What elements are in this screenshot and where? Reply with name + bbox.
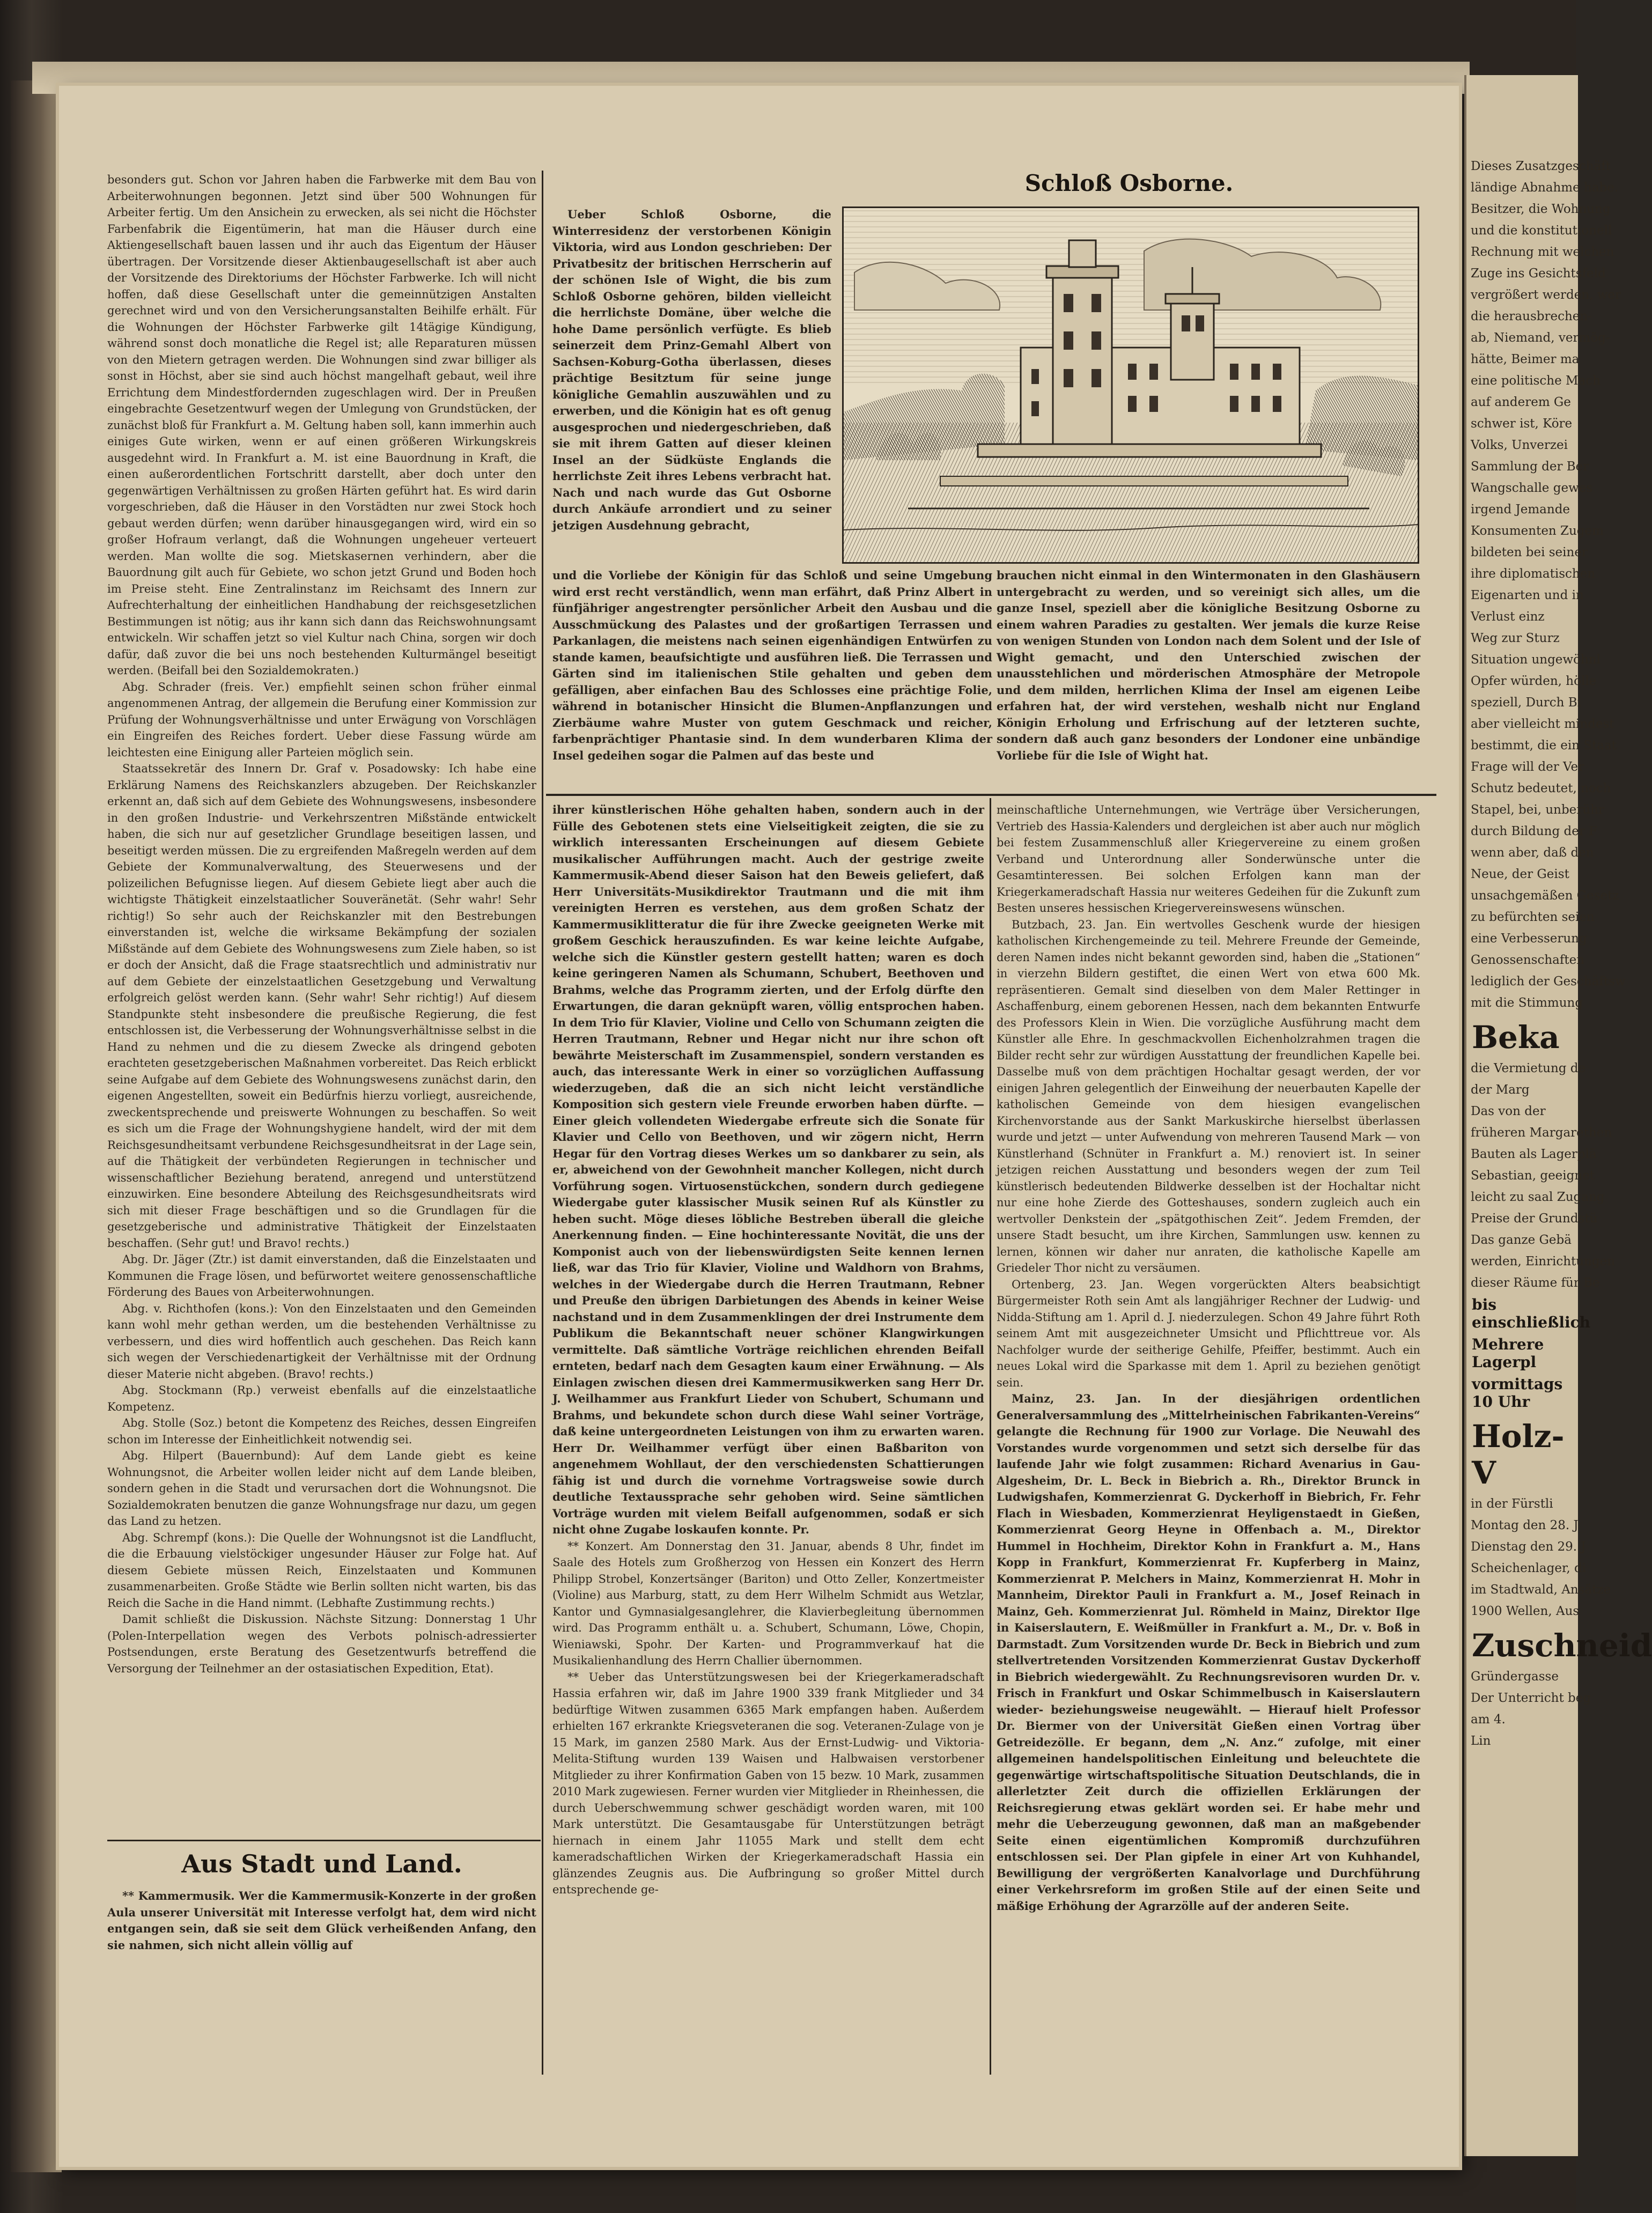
adjacent-page-line: Eigenarten und in xyxy=(1471,588,1584,602)
adjacent-page-line: hätte, Beimer ma xyxy=(1471,352,1580,366)
adjacent-page-line: eine Verbesserung xyxy=(1471,932,1587,946)
right-paragraph: Ortenberg, 23. Jan. Wegen vorgerückten Alters beabsichtigt Bürgermeister Roth sein Amt als langjähriger Rechner der Ludwig- und Nidda-Stiftung am 1. April d. J. niederzulegen. Schon 49 Jahre führt Roth seinem Amt mit ausgezeichneter Umsicht und Pflichttreue vor. Als Nachfolger wurde der seitherige Gehilfe, Pfeiffer, bestimmt. Auch ein neues Lokal wird die Sparkasse mit dem 1. April zu beziehen genötigt sein. xyxy=(997,1278,1420,1389)
local-news-heading: Aus Stadt und Land. xyxy=(181,1849,462,1878)
adjacent-page-line: aber vielleicht mindest xyxy=(1471,717,1614,731)
adjacent-page-line: Sebastian, geeignet xyxy=(1471,1169,1595,1183)
section-rule-osborne xyxy=(546,794,1436,796)
adjacent-page-line: die herausbrechen- xyxy=(1471,309,1592,323)
left-paragraph: Abg. Stolle (Soz.) betont die Kompetenz des Reiches, dessen Eingreifen schon im Interesse der Einheitlichkeit notwendig sei. xyxy=(107,1417,536,1446)
adjacent-ad-heading: Zuschneid xyxy=(1472,1627,1652,1664)
right-paragraph: Butzbach, 23. Jan. Ein wertvolles Geschenk wurde der hiesigen katholischen Kirchengemeinde zu teil. Mehrere Freunde der Gemeinde, deren Namen indes nicht bekannt geworden sind, haben die „Stationen“ in vierzehn Bildern gestiftet, die einen Wert von etwa 600 Mk. repräsentieren. Gemalt sind dieselben von dem Maler Rettinger in Aschaffenburg, einem geborenen Hessen, nach dem bekannten Entwurfe des Professors Klein in Wien. Die vorzügliche Ausführung macht dem Künstler alle Ehre. In geschmackvollen Eichenholzrahmen tragen die Bilder recht sehr zur würdigen Ausstattung der freundlichen Kapelle bei. Dasselbe muß von dem prächtigen Hochaltar gesagt werden, der vor einigen Jahren gelegentlich der Einweihung der neuerbauten Kapelle der katholischen Gemeinde von dem hiesigen evangelischen Kirchenvorstande aus der Sankt Markuskirche hierselbst überlassen wurde und jetzt — unter Aufwendung von mehreren Tausend Mark — von Künstlerhand (Schnüter in Frankfurt a. M.) renoviert ist. In seiner jetzigen reichen Ausstattung und besonders wegen der zum Teil künstlerisch bedeutenden Bildwerke desselben ist der Hochaltar nicht nur eine hohe Zierde des Gotteshauses, sondern zugleich auch ein wertvoller Denkstein der „spätgothischen Zeit“. Jedem Fremden, der unsere Stadt besucht, um ihre Kirchen, Sammlungen usw. kennen zu lernen, können wir daher nur anraten, die katholische Kapelle am Griedeler Thor nicht zu versäumen. xyxy=(997,918,1420,1274)
osborne-lead-paragraph: Ueber Schloß Osborne, die Winterresidenz der verstorbenen Königin Viktoria, wird aus London geschrieben: Der Privatbesitz der britischen Herrscherin auf der schönen Isle of Wight, die bis zum Schloß Osborne gehören, bilden vielleicht die herrlichste Domäne, über welche die hohe Dame persönlich verfügte. Es blieb seinerzeit dem Prinz-Gemahl Albert von Sachsen-Koburg-Gotha überlassen, dieses prächtige Besitztum für seine junge königliche Gemahlin auszuwählen und zu erwerben, und die Königin hat es oft genug ausgesprochen und niedergeschrieben, daß sie mit ihrem Gatten auf dieser kleinen Insel an der Südküste Englands die herrlichste Zeit ihres Lebens verbracht hat. Nach und nach wurde das Gut Osborne durch Ankäufe arrondiert und zu seiner jetzigen Ausdehnung gebracht, xyxy=(552,208,831,532)
adjacent-page-line: irgend Jemande xyxy=(1471,503,1570,517)
adjacent-page-line: Dienstag den 29. J xyxy=(1471,1540,1586,1554)
adjacent-page-line: Genossenschaften xyxy=(1471,953,1585,967)
adjacent-page-line: schwer ist, Köre xyxy=(1471,417,1573,431)
right-paragraph: Mainz, 23. Jan. In der diesjährigen ordentlichen Generalversammlung des „Mittelrheinischen Fabrikanten-Vereins“ gelangte die Rechnung für 1900 zur Vorlage. Die Neuwahl des Vorstandes wurde vorgenommen und setzt sich derselbe für das laufende Jahr wie folgt zusammen: Richard Avenarius in Gau-Algesheim, Dr. L. Beck in Biebrich a. Rh., Direktor Brunck in Ludwigshafen, Kommerzienrat G. Dyckerhoff in Biebrich, Fr. Fehr Flach in Wiesbaden, Kommerzienrat Heyligenstaedt in Gießen, Kommerzienrat Georg Heyne in Offenbach a. M., Direktor Hummel in Hochheim, Direktor Kohn in Frankfurt a. M., Hans Kopp in Frankfurt, Kommerzienrat Fr. Kupferberg in Mainz, Kommerzienrat P. Melchers in Mainz, Kommerzienrat H. Mohr in Mannheim, Direktor Pauli in Frankfurt a. M., Josef Reinach in Mainz, Geh. Kommerzienrat Jul. Römheld in Mainz, Direktor Ilge in Kaiserslautern, E. Weißmüller in Frankfurt a. M., Dr. v. Boß in Darmstadt. Zum Vorsitzenden wurde Dr. Beck in Biebrich und zum stellvertretenden Vorsitzenden Kommerzienrat Gustav Dyckerhoff in Biebrich wiedergewählt. Zu Rechnungsrevisoren wurden Dr. v. Frisch in Frankfurt und Oskar Schimmelbusch in Kaiserslautern wieder- beziehungsweise neugewählt. — Hierauf hielt Professor Dr. Biermer von der Universität Gießen einen Vortrag über Getreidezölle. Er begann, dem „N. Anz.“ zufolge, mit einer allgemeinen handelspolitischen Einleitung und beleuchtete die gegenwärtige wirtschaftspolitische Situation Deutschlands, die in allerletzter Zeit durch die offiziellen Erklärungen der Reichsregierung etwas geklärt worden sei. Er habe mehr und mehr die Ueberzeugung gewonnen, daß man an maßgebender Seite einen eigentümlichen Kompromiß durchzuführen entschlossen sei. Der Plan gipfele in einer Art von Kuhhandel, Bewilligung der vergrößerten Kanalvorlage und Durchführung einer Verkehrsreform im großen Stile auf der einen Seite und mäßige Erhöhung der Agrarzölle auf der anderen Seite. xyxy=(997,1392,1420,1913)
adjacent-page-top-text xyxy=(1466,75,1621,606)
osborne-wide-column xyxy=(552,567,992,792)
section-rule-local xyxy=(107,1840,541,1841)
osborne-castle-illustration xyxy=(842,206,1419,564)
left-paragraph: Abg. Hilpert (Bauernbund): Auf dem Lande giebt es keine Wohnungsnot, die Arbeiter wollen leider nicht auf dem Lande bleiben, sondern gehen in die Stadt und verursachen dort die Wohnungsnot. Die Sozialdemokraten benutzen die ganze Wohnungsfrage nur dazu, um gegen das Land zu hetzen. xyxy=(107,1449,536,1528)
adjacent-page-line: Rechnung mit welchen xyxy=(1471,245,1614,259)
left-paragraph: Abg. Dr. Jäger (Ztr.) ist damit einverstanden, daß die Einzelstaaten und Kommunen die Frage lösen, und befürwortet weitere genossenschaftliche Förderung des Baues von Arbeiterwohnungen. xyxy=(107,1253,536,1299)
adjacent-page-line: am 4. xyxy=(1471,1713,1506,1727)
adjacent-page-line: Bauten als Lagerplä xyxy=(1471,1147,1597,1161)
adjacent-page-line: Montag den 28. J xyxy=(1471,1518,1579,1532)
left-paragraph: Abg. Schrader (freis. Ver.) empfiehlt seinen schon früher einmal angenommenen Antrag, der allgemein die Berufung einer Kommission zur Prüfung der Wohnungsverhältnisse und unter Erwägung von Vorschlägen ein Eingreifen des Reiches fordert. Ueber diese Fassung würde am leichtesten eine Einigung aller Parteien möglich sein. xyxy=(107,680,536,759)
left-paragraph: Abg. Stockmann (Rp.) verweist ebenfalls auf die einzelstaatliche Kompetenz. xyxy=(107,1384,536,1413)
adjacent-page-line: ab, Niemand, vermög- xyxy=(1471,331,1610,345)
local-news-paragraph: ** Kammermusik. Wer die Kammermusik-Konzerte in der großen Aula unserer Universität mit Interesse verfolgt hat, dem wird nicht entgangen sein, daß sie seit dem Glück verheißenden Anfang, den sie nahmen, sich nicht allein völlig auf xyxy=(107,1889,536,1952)
adjacent-page-line: der Marg xyxy=(1471,1083,1530,1097)
adjacent-page-line: wenn aber, daß den xyxy=(1471,846,1594,860)
adjacent-page-line: Wangschalle gewes xyxy=(1471,481,1593,495)
adjacent-page-line: Zuge ins Gesichtsfeld xyxy=(1471,267,1606,281)
middle-paragraph: ihrer künstlerischen Höhe gehalten haben, sondern auch in der Fülle des Gebotenen stets eine Vielseitigkeit zeigten, die sie zu wirklich interessanten Erscheinungen auf diesem Gebiete musikalischer Aufführungen macht. Auch der gestrige zweite Kammermusik-Abend dieser Saison hat den Beweis geliefert, daß Herr Universitäts-Musikdirektor Trautmann und die mit ihm vereinigten Herren es verstehen, aus dem großen Schatz der Kammermusiklitteratur die für ihre Zwecke geeigneten Werke mit großem Geschick herauszufinden. Es war keine leichte Aufgabe, welche sich die Künstler gestern gestellt hatten; waren es doch keine geringeren Namen als Schumann, Schubert, Beethoven und Brahms, welche das Programm zierten, und der Erfolg dürfte den Erwartungen, die daran geknüpft waren, völlig entsprochen haben. In dem Trio für Klavier, Violine und Cello von Schumann zeigten die Herren Trautmann, Rebner und Hegar nicht nur ihre schon oft bewährte Meisterschaft im Zusammenspiel, sondern verstanden es auch, das interessante Werk in einer so vorzüglichen Auffassung wiederzugeben, daß die an sich nicht leicht verständliche Komposition sich gestern viele Freunde erworben haben dürfte. — Einer gleich vollendeten Wiedergabe erfreute sich die Sonate für Klavier und Cello von Beethoven, und wir zögern nicht, Herrn Hegar für den Vortrag dieses Werkes um so dankbarer zu sein, als er, abweichend von der Gewohnheit mancher Kollegen, nicht durch Vorführung sogen. Virtuosenstückchen, sondern durch gediegene Wiedergabe guter klassischer Musik seinen Ruf als Künstler zu heben sucht. Möge dieses löbliche Bestreben überall die gleiche Anerkennung finden. — Eine hochinteressante Novität, die uns der Komponist auch von der liebenswürdigsten Seite kennen lernen ließ, war das Trio für Klavier, Violine und Waldhorn von Brahms, welches in der Wiedergabe durch die Herren Trautmann, Rebner und Preuße den übrigen Darbietungen des Abends in keiner Weise nachstand und in dem Zusammenklingen der drei Instrumente dem Publikum die Bekanntschaft neuer schöner Klangwirkungen vermittelte. Daß sämtliche Vorträge reichlichen ehrenden Beifall ernteten, bedarf nach dem Gesagten kaum einer Erwähnung. — Als Einlagen zwischen diesen drei Kammermusikwerken sang Herr Dr. J. Weilhammer aus Frankfurt Lieder von Schubert, Schumann und Brahms, und bekundete schon durch diese Wahl seiner Vorträge, daß keine untergeordneten Leistungen von ihm zu erwarten waren. Herr Dr. Weilhammer verfügt über einen Baßbariton von angenehmem Wohllaut, der den verschiedensten Schattierungen fähig ist und durch die vornehme Vortragsweise sowie durch deutliche Textaussprache sehr gehoben wird. Seine sämtlichen Vorträge wurden mit vielem Beifall aufgenommen, sodaß er sich nicht ohne Zugabe loskaufen konnte. Pr. xyxy=(552,803,984,1536)
castle-engraving-image xyxy=(844,208,1418,562)
adjacent-page-line: bestimmt, die ein Staat xyxy=(1471,739,1617,753)
middle-paragraph: ** Konzert. Am Donnerstag den 31. Januar, abends 8 Uhr, findet im Saale des Hotels zum Großherzog von Hessen ein Konzert des Herrn Philipp Strobel, Konzertsänger (Bariton) und Otto Zeller, Konzertmeister (Violine) aus Marburg, statt, zu dem Herr Wilhelm Schmidt aus Wetzlar, Kantor und Gymnasialgesanglehrer, die Klavierbegleitung übernommen wird. Das Programm enthält u. a. Schubert, Schumann, Löwe, Chopin, Wieniawski, Spohr. Der Karten- und Programmverkauf hat die Musikalienhandlung des Herrn Challier übernommen. xyxy=(552,1539,984,1667)
adjacent-page-line: Scheichenlager, di xyxy=(1471,1561,1587,1575)
adjacent-page-line: speziell, Durch Bi xyxy=(1471,696,1582,710)
adjacent-page-line: Das von der xyxy=(1471,1104,1546,1118)
adjacent-ad-heading: Beka xyxy=(1472,1019,1560,1056)
osborne-heading: Schloß Osborne. xyxy=(1024,170,1234,196)
adjacent-page-line: mit die Stimmung xyxy=(1471,996,1583,1010)
adjacent-page-line: Dieses Zusatzgeschäft xyxy=(1471,159,1611,173)
left-paragraph: besonders gut. Schon vor Jahren haben die Farbwerke mit dem Bau von Arbeiterwohnungen begonnen. Jetzt sind über 500 Wohnungen für Arbeiter fertig. Um den Ansichein zu erwecken, als sei nicht die Höchster Farbenfabrik die Eigentümerin, hat man die Häuser durch eine Aktiengesellschaft bauen lassen und ihr auch das Eigentum der Häuser übertragen. Der Vorsitzende dieser Aktienbaugesellschaft ist aber auch der Vorsitzende des Direktoriums der Höchster Farbwerke. Ich will nicht hoffen, daß diese Gesellschaft unter die gemeinnützigen Anstalten gerechnet wird und von den Versicherungsanstalten Beihilfe erhält. Für die Wohnungen der Höchster Farbwerke gilt 14tägige Kündigung, während sonst doch monatliche die Regel ist; alle Reparaturen müssen von den Mietern getragen werden. Die Wohnungen sind zwar billiger als sonst in Höchst, aber sie sind auch höchst mangelhaft gebaut, weil ihre Errichtung dem Mindestfordernden zugeschlagen wird. Der in Preußen eingebrachte Gesetzentwurf wegen der Umlegung von Grundstücken, der zunächst bloß für Frankfurt a. M. Geltung haben soll, kann immerhin auch einiges Gute wirken, wenn er auf einen größeren Wirkungskreis ausgedehnt wird. In Frankfurt a. M. ist eine Bauordnung in Kraft, die einen außerordentlichen Fortschritt darstellt, aber doch unter den gegenwärtigen Verhältnissen zu großen Härten geführt hat. Es wird darin vorgeschrieben, daß die Häuser in den Vorstädten nur zwei Stock hoch gebaut werden dürfen; wenn darüber hinausgegangen wird, wird ein so großer Hofraum verlangt, daß die Wohnungen ungeheuer verteuert werden. Man wollte die sog. Mietskasernen verhindern, aber die Bauordnung gilt auch für Gebiete, wo schon jetzt Grund und Boden hoch im Preise steht. Eine Zentralinstanz im Reichsamt des Innern zur Aufrechterhaltung der einheitlichen Handhabung der reichsgesetzlichen Bestimmungen ist nötig; aus ihr kann sich dann das Reichswohnungsamt entwickeln. Wir schaffen jetzt so viel Kultur nach China, sorgen wir doch dafür, daß zuvor die bei uns noch bestehenden Kulturmängel beseitigt werden. (Beifall bei den Sozialdemokraten.) xyxy=(107,173,536,677)
osborne-lead-column xyxy=(552,206,831,563)
adjacent-page-line: Lin xyxy=(1471,1734,1491,1748)
osborne-right-column xyxy=(997,567,1420,792)
adjacent-page-line: Konsumenten Zugem xyxy=(1471,524,1604,538)
adjacent-ad-bold-line: vormittags 10 Uhr xyxy=(1472,1375,1563,1411)
adjacent-page-line: die Vermietung de xyxy=(1471,1061,1586,1075)
adjacent-page-line: Sammlung der Ber xyxy=(1471,460,1589,474)
adjacent-page-line: Weg zur Sturz xyxy=(1471,631,1560,645)
column-rule-left xyxy=(542,171,543,2075)
left-paragraph: Staatssekretär des Innern Dr. Graf v. Posadowsky: Ich habe eine Erklärung Namens des Reichskanzlers abzugeben. Der Reichskanzler erkennt an, daß sich auf dem Gebiete des Wohnungswesens, insbesondere in den großen Industrie- und Verkehrszentren Mißstände entwickelt haben, die sich nur auf gesetzlicher Grundlage beseitigen lassen, und beseitigt werden müssen. Die zu ergreifenden Maßregeln werden auf dem Gebiete der Kommunalverwaltung, des Steuerwesens und der polizeilichen Befugnisse liegen. Auf diesem Gebiete liegt aber auch die wichtigste Thätigkeit einzelstaatlicher Souveränetät. (Sehr wahr! Sehr richtig!) So sehr auch der Reichskanzler mit den Bestrebungen einverstanden ist, welche die wirksame Bekämpfung der sozialen Mißstände auf dem Gebiete des Wohnungswesens zum Ziele haben, so ist er doch der Ansicht, daß die Frage staatsrechtlich und administrativ nur auf dem Gebiete der einzelstaatlichen Gesetzgebung und Verwaltung erfolgreich gelöst werden kann. (Sehr wahr! Sehr richtig!) Auf diesem Standpunkte steht insbesondere die preußische Regierung, die fest entschlossen ist, die Verbesserung der Wohnungsverhältnisse selbst in die Hand zu nehmen und die zu diesem Zwecke als dringend geboten erachteten gesetzgeberischen Maßnahmen vorbereitet. Das Reich erblickt seine Aufgabe auf dem Gebiete des Wohnungswesens zunächst darin, den eigenen Angestellten, soweit ein Bedürfnis hierzu vorliegt, ausreichende, zweckentsprechende und preiswerte Wohnungen zu beschaffen. So weit es sich um die Frage der Wohnungshygiene handelt, wird der mit dem Reichsgesundheitsamt verbundene Reichsgesundheitsrat in der Lage sein, auf die Thätigkeit der verbündeten Regierungen in technischer und wissenschaftlicher Beziehung beratend, anregend und unterstützend einzuwirken. Eine besondere Abteilung des Reichsgesundheitsrats wird sich mit dieser Frage beschäftigen und so die Grundlagen für die gesetzgeberische und administrative Thätigkeit der Einzelstaaten beschaffen. (Sehr gut! und Bravo! rechts.) xyxy=(107,762,536,1250)
adjacent-page-line: Volks, Unverzei xyxy=(1471,438,1568,452)
column-rule-middle xyxy=(990,798,991,2075)
adjacent-page-line: dieser Räume für Be xyxy=(1471,1276,1600,1290)
adjacent-ad-text xyxy=(1466,1493,1611,1622)
left-paragraph: Abg. v. Richthofen (kons.): Von den Einzelstaaten und den Gemeinden kann wohl mehr gethan werden, um die bestehenden Verhältnisse zu verbessern, und dies wird hoffentlich auch geschehen. Das Reich kann sich wegen der Verschiedenartigkeit der Verhältnisse mit der Ordnung dieser Materie nicht abgeben. (Bravo! rechts.) xyxy=(107,1302,536,1381)
adjacent-page-line: Besitzer, die Wohnung xyxy=(1471,202,1611,216)
adjacent-page-line: eine politische Mach xyxy=(1471,374,1601,388)
adjacent-ad-text xyxy=(1466,1058,1616,1294)
local-news-column xyxy=(107,1888,536,2070)
adjacent-page-line: Stapel, bei, unberühr xyxy=(1471,803,1604,817)
adjacent-page-line: zu befürchten seien xyxy=(1471,910,1595,924)
adjacent-page-line: Opfer würden, hölle xyxy=(1471,674,1597,688)
osborne-right-paragraph: brauchen nicht einmal in den Wintermonaten in den Glashäusern untergebracht zu werden, und so vereinigt sich alles, um die ganze Insel, speziell aber die königliche Besitzung Osborne zu einem wahren Paradies zu gestalten. Wer jemals die kurze Reise von wenigen Stunden von London nach dem Solent und der Isle of Wight gemacht, und den Unterschied zwischen der unausstehlichen und mörderischen Atmosphäre der Metropole und dem milden, herrlichen Klima der Insel am eigenen Leibe erfahren hat, der wird verstehen, weshalb nicht nur England Königin Erholung und Erfrischung auf der letzteren suchte, sondern daß auch ganz besonders der Londoner eine unbändige Vorliebe für die Isle of Wight hat. xyxy=(997,569,1420,762)
adjacent-page-line: im Stadtwald, Ansätze xyxy=(1471,1583,1611,1597)
adjacent-page-line: Das ganze Gebä xyxy=(1471,1233,1572,1247)
left-paragraph: Damit schließt die Diskussion. Nächste Sitzung: Donnerstag 1 Uhr (Polen-Interpellation wegen des Verbots polnisch-adressierter Postsendungen, erste Beratung des Gesetzentwurfs betreffend die Versorgung der Teilnehmer an der ostasiatischen Expedition, Etat). xyxy=(107,1613,536,1675)
adjacent-page-line: vergrößert werden, wer xyxy=(1471,288,1621,302)
left-paragraph: Abg. Schrempf (kons.): Die Quelle der Wohnungsnot ist die Landflucht, die die Erbauung vielstöckiger ungesunder Häuser zur Folge hat. Auf diesem Gebiete müssen Reich, Einzelstaaten und Kommunen zusammenarbeiten. Große Städte wie Berlin sollten nicht warten, bis das Reich die Sache in die Hand nimmt. (Lebhafte Zustimmung rechts.) xyxy=(107,1531,536,1610)
adjacent-page-line: Preise der Grundstü xyxy=(1471,1212,1598,1226)
right-paragraph: meinschaftliche Unternehmungen, wie Verträge über Versicherungen, Vertrieb des Hassia-Kalenders und dergleichen ist aber auch nur möglich bei festem Zusammenschluß aller Kriegervereine zu einem großen Verband und Unterordnung aller Sonderwünsche unter die Gesamtinteressen. Bei solchen Erfolgen kann man der Kriegerkameradschaft Hassia nur weiteres Gedeihen für die Zukunft zum Besten unseres hessischen Kriegervereinswesens wünschen. xyxy=(997,803,1420,914)
adjacent-page-line: auf anderem Ge xyxy=(1471,395,1571,409)
adjacent-ad-bold-line: Mehrere Lagerpl xyxy=(1472,1336,1544,1371)
adjacent-page-line: ländige Abnahme habe. xyxy=(1471,181,1619,195)
adjacent-page-line: Frage will der Ver xyxy=(1471,760,1584,774)
adjacent-page-line: durch Bildung der F xyxy=(1471,824,1598,838)
right-column xyxy=(997,802,1420,2073)
adjacent-page-middle-text xyxy=(1466,606,1626,1014)
adjacent-page-line: Schutz bedeutet, noch xyxy=(1471,781,1611,795)
adjacent-page-line: ihre diplomatischen xyxy=(1471,567,1596,581)
adjacent-page-line: Der Unterricht beg xyxy=(1471,1691,1591,1705)
adjacent-ad-bold-line: bis einschließlich xyxy=(1472,1296,1591,1331)
adjacent-page-line: werden, Einrichtungen xyxy=(1471,1255,1616,1268)
adjacent-page-line: 1900 Wellen, Aus xyxy=(1471,1604,1580,1618)
middle-paragraph: ** Ueber das Unterstützungswesen bei der Kriegerkameradschaft Hassia erfahren wir, daß im Jahre 1900 339 frank Mitglieder und 34 bedürftige Witwen zusammen 6365 Mark empfangen haben. Außerdem erhielten 167 erkrankte Kriegsveteranen die sog. Veteranen-Zulage von je 15 Mark, im ganzen 2580 Mark. Aus der Ernst-Ludwig- und Viktoria-Melita-Stiftung wurden 139 Waisen und Halbwaisen verstorbener Mitglieder zu ihrer Konfirmation Gaben von 15 bezw. 10 Mark, zusammen 2010 Mark zugewiesen. Ferner wurden vier Mitglieder in Rheinhessen, die durch Ueberschwemmung schwer geschädigt worden waren, mit 100 Mark unterstützt. Die Gesamtausgabe für Unterstützungen beträgt hiernach in einem Jahr 11055 Mark und stellt dem echt kameradschaftlichen Wirken der Kriegerkameradschaft Hassia ein glänzendes Zeugnis aus. Die Aufbringung so großer Mittel durch entsprechende ge- xyxy=(552,1670,984,1896)
left-column xyxy=(107,172,536,1834)
adjacent-ad-heading: Holz-V xyxy=(1472,1418,1565,1491)
adjacent-page-line: früheren Margarethen xyxy=(1471,1126,1612,1140)
adjacent-page-line: unsachgemäßen Gesetz xyxy=(1471,889,1619,903)
adjacent-page-line: lediglich der Geschäftsw xyxy=(1471,975,1626,989)
adjacent-page-fragment xyxy=(1464,75,1652,2156)
osborne-wide-paragraph: und die Vorliebe der Königin für das Schloß und seine Umgebung wird erst recht verständlich, wenn man erfährt, daß Prinz Albert in fünfjähriger angestrengter persönlicher Arbeit den Ausbau und die Ausschmückung des Palastes und der großartigen Terrassen und Parkanlagen, die meistens nach seinen eigenhändigen Entwürfen zu stande kamen, beaufsichtigte und ausführen ließ. Die Terrassen und Gärten sind im italienischen Stile gehalten und geben dem gefälligen, aber einfachen Bau des Schlosses eine prächtige Folie, während in botanischer Hinsicht die Blumen-Anpflanzungen und Zierbäume wahre Muster von gutem Geschmack und reicher, farbenprächtiger Phantasie sind. In dem wunderbaren Klima der Insel gedeihen sogar die Palmen auf das beste und xyxy=(552,569,992,762)
page-left-edge xyxy=(11,80,62,2172)
adjacent-page-line: in der Fürstli xyxy=(1471,1497,1553,1511)
adjacent-page-line: Neue, der Geist xyxy=(1471,867,1569,881)
adjacent-page-line: leicht zu saal Zugang xyxy=(1471,1190,1605,1204)
middle-column xyxy=(552,802,984,2073)
adjacent-ad-text xyxy=(1466,1666,1591,1752)
adjacent-page-line: und die konstitutionell xyxy=(1471,224,1612,238)
adjacent-page-line: Situation ungewöhnl xyxy=(1471,653,1601,667)
adjacent-page-line: Gründergasse xyxy=(1471,1670,1559,1684)
adjacent-page-line: bildeten bei seiner xyxy=(1471,545,1588,559)
adjacent-page-line: Verlust einz xyxy=(1471,610,1545,624)
